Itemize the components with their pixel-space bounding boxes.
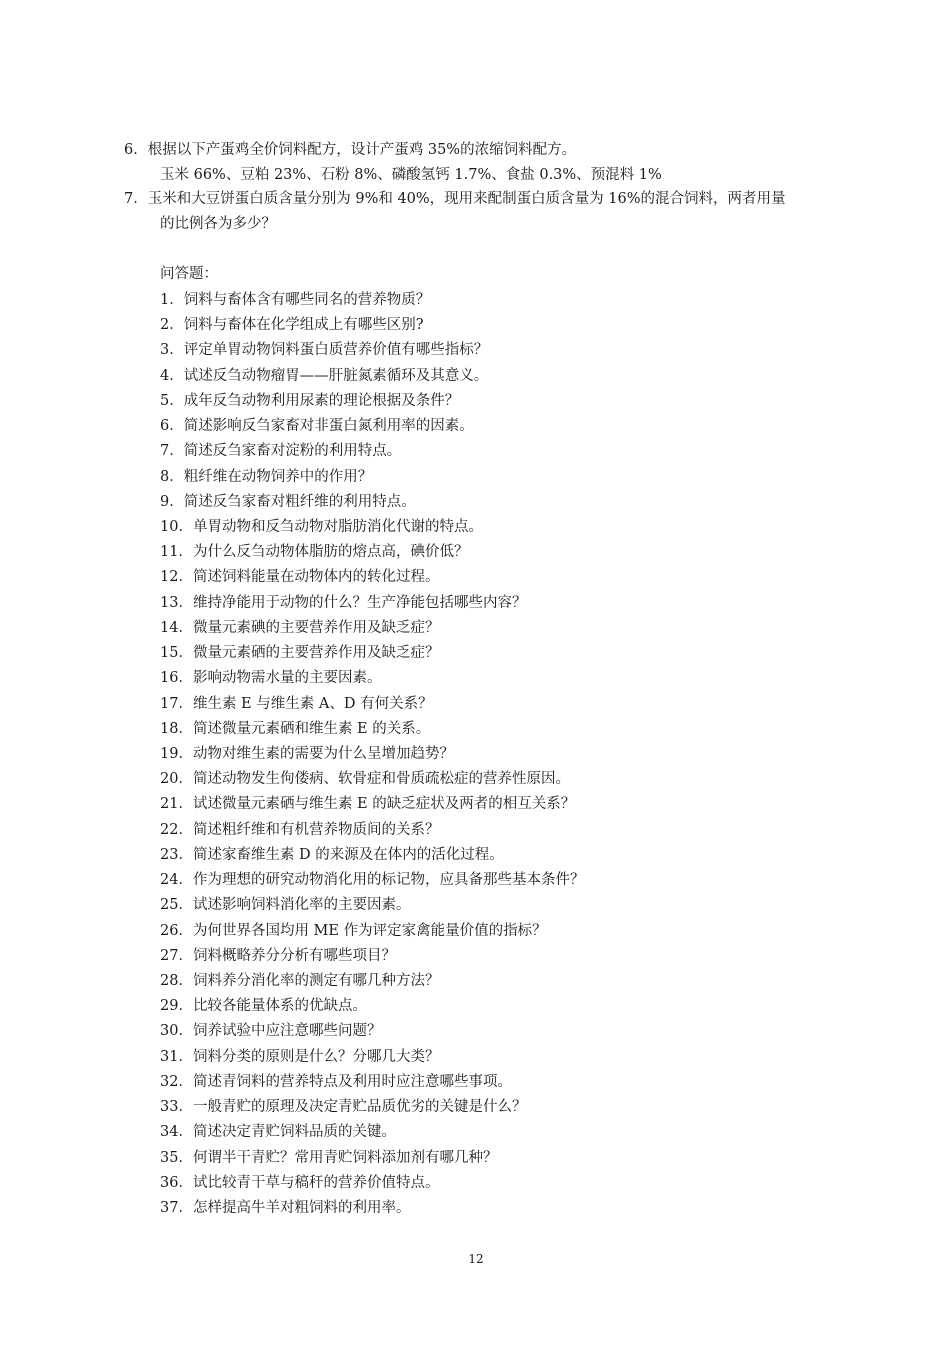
qa-question-1 <box>160 290 430 310</box>
question-number: 5． <box>160 392 184 409</box>
qa-question-10 <box>160 517 483 537</box>
qa-question-13 <box>160 593 526 613</box>
qa-question-7 <box>160 441 401 461</box>
qa-question-11 <box>160 542 468 562</box>
question-number: 1． <box>160 292 184 308</box>
calc-question-6 <box>124 140 576 160</box>
qa-question-3 <box>160 340 488 360</box>
qa-question-16 <box>160 668 381 688</box>
question-text: 微量元素碘的主要营养作用及缺乏症？ <box>192 619 440 636</box>
question-text: 影响动物需水量的主要因素。 <box>192 670 382 687</box>
qa-question-21 <box>160 794 575 814</box>
question-text: 简述反刍家畜对粗纤维的利用特点。 <box>183 493 416 510</box>
question-text: 简述决定青贮饲料品质的关键。 <box>192 1124 396 1141</box>
qa-question-27 <box>160 946 396 966</box>
question-number: 3． <box>160 342 184 359</box>
qa-question-20 <box>160 769 570 789</box>
qa-question-19 <box>160 744 454 764</box>
question-number: 15． <box>160 645 193 662</box>
question-number: 36． <box>160 1174 193 1191</box>
question-text: 维持净能用于动物的什么？生产净能包括哪些内容？ <box>192 594 527 611</box>
question-text: 简述家畜维生素 D 的来源及在体内的活化过程。 <box>192 846 504 863</box>
question-number: 27． <box>160 947 193 964</box>
question-text: 作为理想的研究动物消化用的标记物，应具备那些基本条件？ <box>192 872 585 889</box>
question-number: 8． <box>160 468 184 485</box>
question-text: 为何世界各国均用 ME 作为评定家禽能量价值的指标？ <box>192 922 547 939</box>
question-text: 简述粗纤维和有机营养物质间的关系？ <box>192 821 440 838</box>
question-text: 饲养试验中应注意哪些问题？ <box>192 1023 382 1040</box>
qa-question-33 <box>160 1097 526 1117</box>
question-number: 29． <box>160 998 193 1015</box>
qa-question-5 <box>160 391 459 411</box>
question-number: 17． <box>160 695 193 712</box>
question-text: 成年反刍动物利用尿素的理论根据及条件？ <box>183 392 460 409</box>
question-text: 饲料养分消化率的测定有哪几种方法？ <box>192 972 440 989</box>
page-number: 12 <box>468 1252 484 1266</box>
question-number: 21． <box>160 796 193 813</box>
qa-question-12 <box>160 567 439 587</box>
question-number: 7． <box>124 191 148 207</box>
question-number: 18． <box>160 720 193 737</box>
qa-question-37 <box>160 1198 410 1218</box>
qa-question-28 <box>160 971 439 991</box>
qa-question-36 <box>160 1173 439 1193</box>
question-text: 试述反刍动物瘤胃——肝脏氮素循环及其意义。 <box>183 367 489 384</box>
question-number: 26． <box>160 922 193 939</box>
calc-question-7-continuation: 的比例各为多少？ <box>160 216 276 232</box>
calc-question-6-detail: 玉米 66%、豆粕 23%、石粉 8%、磷酸氢钙 1.7%、食盐 0.3%、预混料 1% <box>160 167 662 183</box>
question-number: 24． <box>160 872 193 889</box>
qa-question-4 <box>160 366 488 386</box>
qa-question-32 <box>160 1072 512 1092</box>
question-text: 简述影响反刍家畜对非蛋白氮利用率的因素。 <box>183 418 474 435</box>
question-number: 35． <box>160 1149 193 1166</box>
question-text: 饲料概略养分分析有哪些项目？ <box>192 947 396 964</box>
question-number: 10． <box>160 519 193 535</box>
question-text: 简述饲料能量在动物体内的转化过程。 <box>192 569 440 586</box>
qa-question-15 <box>160 643 439 663</box>
qa-question-18 <box>160 719 430 739</box>
qa-question-35 <box>160 1148 497 1168</box>
qa-question-30 <box>160 1021 381 1041</box>
qa-question-17 <box>160 694 433 714</box>
question-text: 一般青贮的原理及决定青贮品质优劣的关键是什么？ <box>192 1099 527 1115</box>
question-text: 单胃动物和反刍动物对脂肪消化代谢的特点。 <box>192 519 483 535</box>
question-text: 动物对维生素的需要为什么呈增加趋势？ <box>192 746 454 762</box>
question-text: 饲料分类的原则是什么？分哪几大类？ <box>192 1048 440 1065</box>
question-number: 28． <box>160 972 193 989</box>
qa-question-26 <box>160 921 547 941</box>
qa-question-6 <box>160 416 474 436</box>
qa-question-2 <box>160 315 424 335</box>
qa-question-9 <box>160 492 416 512</box>
question-text: 简述青饲料的营养特点及利用时应注意哪些事项。 <box>192 1073 512 1090</box>
question-text: 饲料与畜体在化学组成上有哪些区别? <box>183 317 424 334</box>
question-number: 12． <box>160 569 193 586</box>
question-number: 16． <box>160 670 193 687</box>
qa-question-8 <box>160 467 372 487</box>
question-number: 33． <box>160 1099 193 1115</box>
question-number: 31． <box>160 1048 193 1065</box>
qa-question-29 <box>160 996 367 1016</box>
question-number: 9． <box>160 493 184 510</box>
question-text: 怎样提高牛羊对粗饲料的利用率。 <box>192 1199 411 1216</box>
question-text: 玉米和大豆饼蛋白质含量分别为 9%和 40%，现用来配制蛋白质含量为 16%的混合饲料，两者用量 <box>147 191 786 207</box>
question-text: 简述动物发生佝偻病、软骨症和骨质疏松症的营养性原因。 <box>192 771 570 788</box>
question-text: 试比较青干草与稿秆的营养价值特点。 <box>192 1174 440 1191</box>
question-number: 22． <box>160 821 193 838</box>
question-text: 何谓半干青贮？常用青贮饲料添加剂有哪几种？ <box>192 1149 498 1166</box>
calc-question-7 <box>124 189 786 209</box>
question-number: 11． <box>160 544 193 561</box>
question-number: 20． <box>160 771 193 788</box>
question-number: 30． <box>160 1023 193 1040</box>
question-number: 7． <box>160 443 184 460</box>
question-text: 为什么反刍动物体脂肪的熔点高，碘价低？ <box>192 544 469 561</box>
question-number: 19． <box>160 746 193 762</box>
question-number: 6． <box>160 418 184 435</box>
qa-question-24 <box>160 870 584 890</box>
question-text: 维生素 E 与维生素 A、D 有何关系？ <box>192 695 433 712</box>
qa-question-23 <box>160 845 504 865</box>
question-text: 粗纤维在动物饲养中的作用？ <box>183 468 373 485</box>
question-number: 23． <box>160 846 193 863</box>
question-number: 4． <box>160 367 184 384</box>
qa-question-25 <box>160 895 410 915</box>
question-text: 简述反刍家畜对淀粉的利用特点。 <box>183 443 402 460</box>
question-text: 试述微量元素硒与维生素 E 的缺乏症状及两者的相互关系？ <box>192 796 576 813</box>
question-number: 25． <box>160 897 193 914</box>
question-number: 37． <box>160 1199 193 1216</box>
question-number: 34． <box>160 1124 193 1141</box>
qa-question-31 <box>160 1047 439 1067</box>
question-text: 简述微量元素硒和维生素 E 的关系。 <box>192 720 431 737</box>
question-text: 比较各能量体系的优缺点。 <box>192 998 367 1015</box>
question-text: 评定单胃动物饲料蛋白质营养价值有哪些指标？ <box>183 342 489 359</box>
question-text: 饲料与畜体含有哪些同名的营养物质？ <box>183 292 431 308</box>
qa-question-34 <box>160 1122 396 1142</box>
qa-question-14 <box>160 618 439 638</box>
question-text: 微量元素硒的主要营养作用及缺乏症？ <box>192 645 440 662</box>
question-number: 13． <box>160 594 193 611</box>
question-text: 试述影响饲料消化率的主要因素。 <box>192 897 411 914</box>
question-text: 根据以下产蛋鸡全价饲料配方，设计产蛋鸡 35%的浓缩饲料配方。 <box>147 142 577 158</box>
question-number: 6． <box>124 142 148 158</box>
question-number: 2． <box>160 317 184 334</box>
qa-question-22 <box>160 820 439 840</box>
question-number: 14． <box>160 619 193 636</box>
section-title: 问答题： <box>160 266 218 282</box>
question-number: 32． <box>160 1073 193 1090</box>
